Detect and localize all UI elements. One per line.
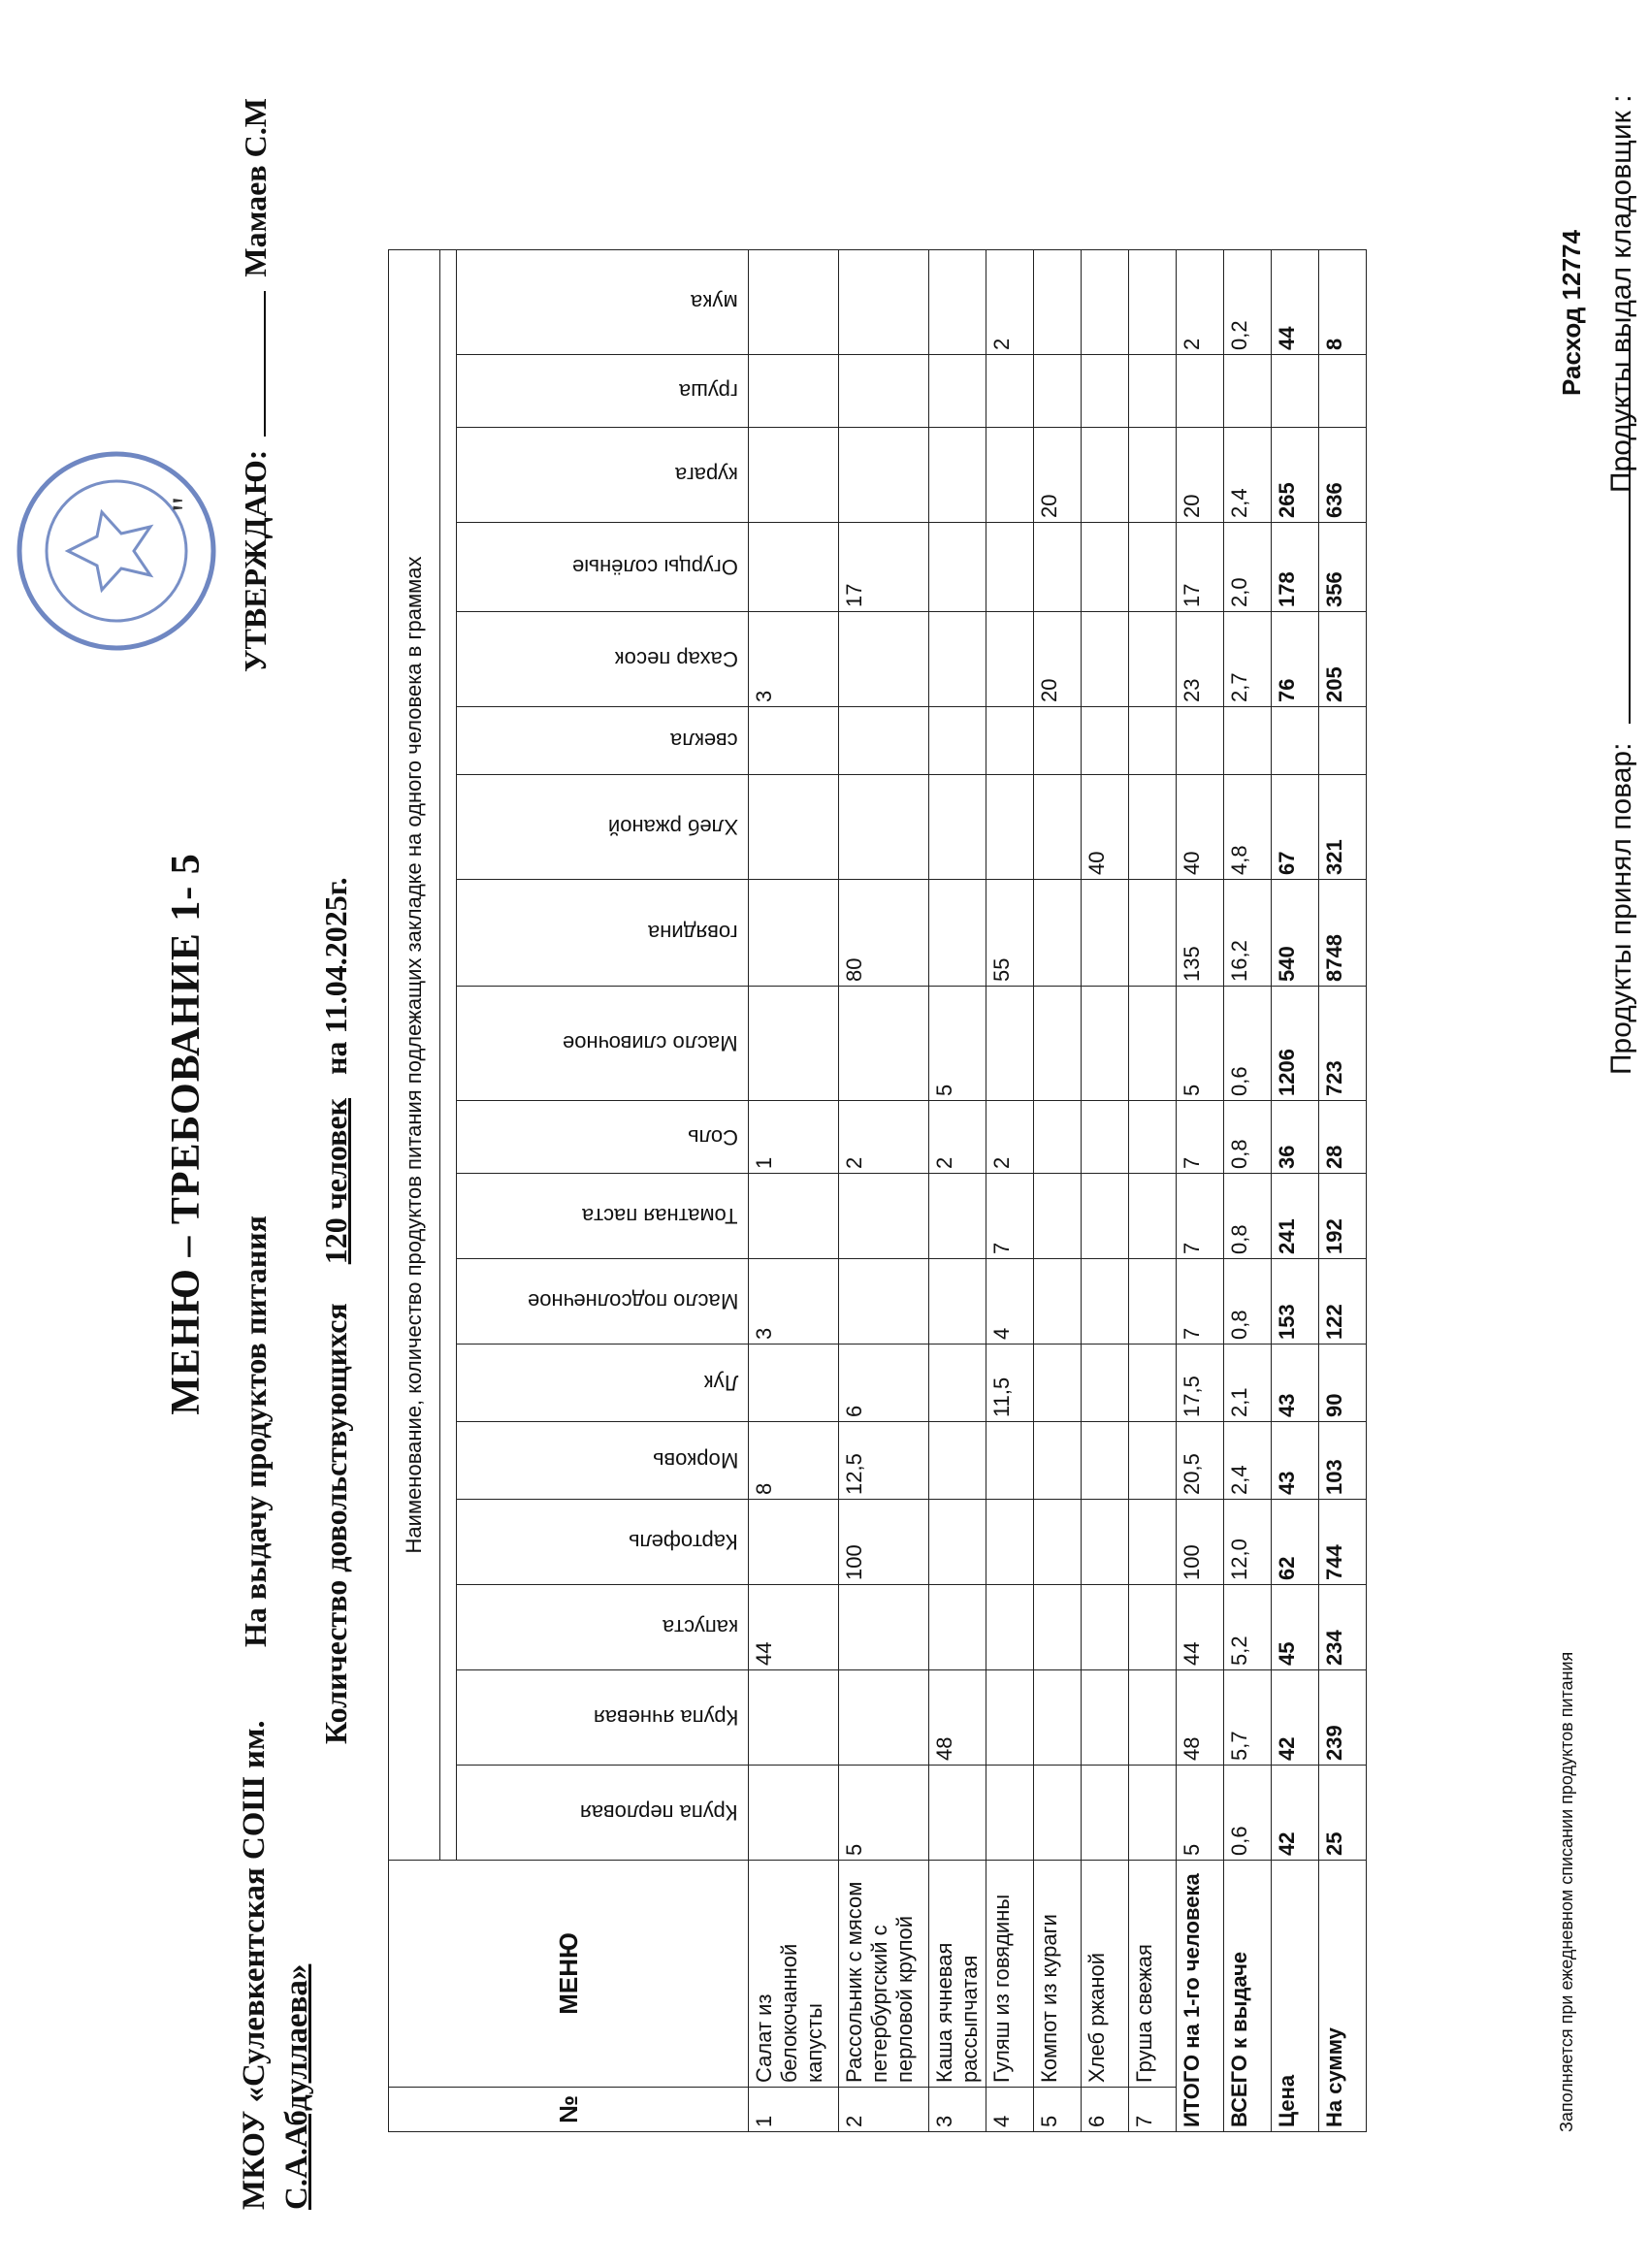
cell-value	[839, 428, 929, 523]
row-number: 3	[929, 2088, 986, 2132]
cell-value	[929, 1259, 986, 1345]
row-number: 7	[1129, 2088, 1177, 2132]
row-number: 4	[986, 2088, 1034, 2132]
summary-row	[1319, 250, 1367, 2132]
summary-value	[1177, 707, 1224, 775]
cell-value: 6	[839, 1345, 929, 1422]
cell-value	[839, 1259, 929, 1345]
summary-value: 192	[1319, 1174, 1367, 1259]
cell-value	[1034, 987, 1082, 1101]
row-number: 1	[749, 2088, 839, 2132]
product-header: Крупа ячневая	[457, 1670, 749, 1766]
signature-line	[264, 291, 266, 437]
summary-value: 40	[1177, 775, 1224, 880]
cell-value	[986, 1585, 1034, 1670]
cell-value	[1082, 1422, 1129, 1500]
summary-value: 2	[1177, 250, 1224, 355]
summary-value: 234	[1319, 1585, 1367, 1670]
summary-value: 0,8	[1224, 1259, 1272, 1345]
cell-value	[986, 355, 1034, 428]
summary-value: 723	[1319, 987, 1367, 1101]
cell-value	[929, 1345, 986, 1422]
summary-value: 17,5	[1177, 1345, 1224, 1422]
cell-value	[1082, 1101, 1129, 1174]
summary-value: 16,2	[1224, 880, 1272, 987]
cell-value	[1129, 775, 1177, 880]
product-header: Томатная паста	[457, 1174, 749, 1259]
summary-value: 178	[1272, 523, 1319, 612]
cell-value	[749, 1174, 839, 1259]
cell-value	[929, 707, 986, 775]
product-header: курага	[457, 428, 749, 523]
product-header: Масло подсолнечное	[457, 1259, 749, 1345]
footer-note: Заполняется при ежедневном списании продуктов питания	[1557, 1651, 1576, 2132]
cell-value	[1129, 707, 1177, 775]
summary-value	[1177, 355, 1224, 428]
cell-value	[1034, 775, 1082, 880]
table-row	[839, 250, 929, 2132]
summary-value: 42	[1272, 1766, 1319, 1861]
cell-value	[839, 707, 929, 775]
cell-value: 55	[986, 880, 1034, 987]
summary-value: 0,8	[1224, 1174, 1272, 1259]
cell-value: 80	[839, 880, 929, 987]
summary-label: ИТОГО на 1-го человека	[1177, 1861, 1224, 2132]
product-header-row	[457, 250, 749, 2132]
summary-value	[1224, 355, 1272, 428]
cell-value: 20	[1034, 428, 1082, 523]
cell-value: 3	[749, 612, 839, 707]
summary-value: 0,8	[1224, 1101, 1272, 1174]
summary-label: Цена	[1272, 1861, 1319, 2132]
dish-name: Рассольник с мясом петербургский с перловой крупой	[839, 1861, 929, 2088]
cell-value: 3	[749, 1259, 839, 1345]
product-header: капуста	[457, 1585, 749, 1670]
summary-value: 0,6	[1224, 1766, 1272, 1861]
product-header: Огурцы солёные	[457, 523, 749, 612]
summary-value: 76	[1272, 612, 1319, 707]
cell-value	[1082, 987, 1129, 1101]
summary-value: 20	[1177, 428, 1224, 523]
cell-value	[1082, 355, 1129, 428]
cell-value	[1129, 355, 1177, 428]
cell-value	[929, 1766, 986, 1861]
summary-value: 90	[1319, 1345, 1367, 1422]
cell-value	[1129, 1500, 1177, 1585]
summary-value: 636	[1319, 428, 1367, 523]
summary-value	[1224, 707, 1272, 775]
cell-value	[986, 1422, 1034, 1500]
summary-value: 265	[1272, 428, 1319, 523]
cell-value	[1082, 612, 1129, 707]
summary-value: 100	[1177, 1500, 1224, 1585]
cell-value	[749, 1670, 839, 1766]
summary-value: 744	[1319, 1500, 1367, 1585]
cell-value	[1034, 1259, 1082, 1345]
cell-value	[1034, 707, 1082, 775]
summary-value: 1206	[1272, 987, 1319, 1101]
table-row	[929, 250, 986, 2132]
summary-value: 2,4	[1224, 1422, 1272, 1500]
people-count: 120 человек	[318, 1097, 353, 1265]
summary-value: 62	[1272, 1500, 1319, 1585]
cell-value	[749, 1345, 839, 1422]
product-header: груша	[457, 355, 749, 428]
dish-name: Салат из белокочанной капусты	[749, 1861, 839, 2088]
cell-value	[1082, 1174, 1129, 1259]
approval-block	[238, 98, 274, 672]
product-header: Морковь	[457, 1422, 749, 1500]
product-header: Лук	[457, 1345, 749, 1422]
dish-name: Гуляш из говядины	[986, 1861, 1034, 2088]
summary-value: 0,6	[1224, 987, 1272, 1101]
summary-row	[1177, 250, 1224, 2132]
table-row	[749, 250, 839, 2132]
summary-value: 7	[1177, 1174, 1224, 1259]
cell-value	[1034, 523, 1082, 612]
cell-value: 44	[749, 1585, 839, 1670]
summary-value: 241	[1272, 1174, 1319, 1259]
dish-name: Компот из кураги	[1034, 1861, 1082, 2088]
storekeeper-signature: Продукты выдал кладовщик :	[1605, 94, 1637, 493]
summary-row	[1224, 250, 1272, 2132]
cell-value	[1034, 1670, 1082, 1766]
people-count-line: Количество довольствующихся 120 человек на 11.04.2025г.	[318, 877, 353, 1744]
summary-value: 7	[1177, 1259, 1224, 1345]
cell-value	[1082, 1500, 1129, 1585]
approver-name: Мамаев С.М	[238, 98, 273, 277]
cell-value	[1034, 880, 1082, 987]
summary-value: 356	[1319, 523, 1367, 612]
cell-value	[1129, 523, 1177, 612]
dish-name: Груша свежая	[1129, 1861, 1177, 2088]
cell-value	[1129, 1585, 1177, 1670]
cell-value	[986, 707, 1034, 775]
cell-value	[749, 523, 839, 612]
cell-value	[1129, 1101, 1177, 1174]
product-header: Крупа перловая	[457, 1766, 749, 1861]
cell-value	[1129, 1174, 1177, 1259]
cell-value	[1034, 1500, 1082, 1585]
cell-value	[929, 250, 986, 355]
summary-value: 5,2	[1224, 1585, 1272, 1670]
cell-value	[1129, 428, 1177, 523]
school-name: МКОУ «Сулевкентская СОШ им. С.А.Абдуллаева»	[237, 1720, 314, 2210]
cell-value	[986, 1766, 1034, 1861]
cell-value	[839, 1670, 929, 1766]
dish-name: Каша ячневая рассыпчатая	[929, 1861, 986, 2088]
cell-value: 12,5	[839, 1422, 929, 1500]
summary-value: 153	[1272, 1259, 1319, 1345]
cell-value	[1082, 1345, 1129, 1422]
menu-date: на 11.04.2025г.	[318, 877, 353, 1075]
cell-value	[986, 1500, 1034, 1585]
summary-value: 67	[1272, 775, 1319, 880]
cell-value	[986, 1670, 1034, 1766]
cell-value	[1082, 428, 1129, 523]
summary-value: 7	[1177, 1101, 1224, 1174]
summary-value: 43	[1272, 1422, 1319, 1500]
products-caption: Наименование, количество продуктов питания подлежащих закладке на одного человека в граммах	[389, 250, 440, 1861]
cell-value	[1129, 612, 1177, 707]
summary-value: 2,0	[1224, 523, 1272, 612]
summary-value: 2,7	[1224, 612, 1272, 707]
cell-value: 8	[749, 1422, 839, 1500]
summary-value: 25	[1319, 1766, 1367, 1861]
cell-value	[986, 523, 1034, 612]
cell-value: 17	[839, 523, 929, 612]
cell-value: 5	[929, 987, 986, 1101]
product-header: мука	[457, 250, 749, 355]
summary-value: 8	[1319, 250, 1367, 355]
cell-value	[986, 612, 1034, 707]
cell-value: 2	[929, 1101, 986, 1174]
summary-row	[1272, 250, 1319, 2132]
cell-value	[749, 880, 839, 987]
summary-value: 103	[1319, 1422, 1367, 1500]
cell-value	[749, 428, 839, 523]
summary-value: 44	[1272, 250, 1319, 355]
cell-value	[1082, 1585, 1129, 1670]
sign-mark: "	[164, 496, 208, 512]
cell-value	[1129, 880, 1177, 987]
cell-value	[929, 1174, 986, 1259]
cell-value	[749, 1500, 839, 1585]
summary-value: 2,1	[1224, 1345, 1272, 1422]
summary-value: 36	[1272, 1101, 1319, 1174]
cell-value	[1129, 1345, 1177, 1422]
cell-value	[1034, 1766, 1082, 1861]
cell-value	[929, 355, 986, 428]
cell-value	[1082, 707, 1129, 775]
menu-requirement-table	[388, 249, 1367, 2132]
summary-value: 5	[1177, 1766, 1224, 1861]
cell-value: 100	[839, 1500, 929, 1585]
cell-value	[749, 775, 839, 880]
cell-value: 48	[929, 1670, 986, 1766]
cell-value	[839, 1585, 929, 1670]
summary-value	[1319, 355, 1367, 428]
summary-value: 28	[1319, 1101, 1367, 1174]
cell-value	[1129, 987, 1177, 1101]
cell-value	[1082, 880, 1129, 987]
cell-value	[1034, 1585, 1082, 1670]
summary-value: 44	[1177, 1585, 1224, 1670]
summary-value: 239	[1319, 1670, 1367, 1766]
summary-value: 48	[1177, 1670, 1224, 1766]
summary-value: 12,0	[1224, 1500, 1272, 1585]
cell-value	[986, 987, 1034, 1101]
summary-value: 122	[1319, 1259, 1367, 1345]
table-row	[1129, 250, 1177, 2132]
cell-value: 2	[986, 1101, 1034, 1174]
summary-value: 5	[1177, 987, 1224, 1101]
cell-value: 2	[839, 1101, 929, 1174]
table-row	[1034, 250, 1082, 2132]
cell-value	[1129, 250, 1177, 355]
product-header: Сахар песок	[457, 612, 749, 707]
cell-value	[929, 428, 986, 523]
cell-value	[929, 612, 986, 707]
summary-value: 0,2	[1224, 250, 1272, 355]
cell-value	[1129, 1422, 1177, 1500]
cell-value	[929, 1500, 986, 1585]
summary-value: 45	[1272, 1585, 1319, 1670]
col-menu-header: МЕНЮ	[389, 1861, 749, 2088]
product-header: Картофель	[457, 1500, 749, 1585]
product-header: Соль	[457, 1101, 749, 1174]
summary-value: 8748	[1319, 880, 1367, 987]
cell-value	[1082, 1259, 1129, 1345]
product-header: говядина	[457, 880, 749, 987]
cell-value	[1034, 1101, 1082, 1174]
cell-value	[1034, 355, 1082, 428]
approve-label: УТВЕРЖДАЮ:	[238, 449, 273, 672]
summary-value: 42	[1272, 1670, 1319, 1766]
cell-value	[839, 1174, 929, 1259]
cell-value: 2	[986, 250, 1034, 355]
cell-value	[839, 250, 929, 355]
summary-value: 5,7	[1224, 1670, 1272, 1766]
cell-value	[929, 523, 986, 612]
cell-value	[749, 1766, 839, 1861]
cell-value	[839, 355, 929, 428]
cell-value	[929, 1585, 986, 1670]
summary-label: ВСЕГО к выдаче	[1224, 1861, 1272, 2132]
product-header: Масло сливочное	[457, 987, 749, 1101]
cell-value	[1034, 1174, 1082, 1259]
cell-value	[1082, 523, 1129, 612]
cell-value: 1	[749, 1101, 839, 1174]
row-number: 2	[839, 2088, 929, 2132]
summary-value: 321	[1319, 775, 1367, 880]
cell-value	[1129, 1670, 1177, 1766]
cell-value	[749, 707, 839, 775]
cell-value	[839, 612, 929, 707]
header-row	[389, 250, 440, 2132]
cell-value	[749, 355, 839, 428]
cell-value	[1034, 250, 1082, 355]
table-row	[986, 250, 1034, 2132]
cell-value	[1129, 1766, 1177, 1861]
cell-value	[1082, 250, 1129, 355]
cell-value	[1034, 1422, 1082, 1500]
table-row	[1082, 250, 1129, 2132]
summary-value: 540	[1272, 880, 1319, 987]
cell-value	[929, 880, 986, 987]
cell-value: 11,5	[986, 1345, 1034, 1422]
summary-label: На сумму	[1319, 1861, 1367, 2132]
cell-value: 20	[1034, 612, 1082, 707]
cell-value	[749, 987, 839, 1101]
cell-value	[1082, 1670, 1129, 1766]
cell-value	[1129, 1259, 1177, 1345]
cell-value	[1082, 1766, 1129, 1861]
cell-value: 4	[986, 1259, 1034, 1345]
cell-value	[839, 775, 929, 880]
summary-value: 4,8	[1224, 775, 1272, 880]
page-title: МЕНЮ – ТРЕБОВАНИЕ 1- 5	[164, 853, 209, 1415]
summary-value: 43	[1272, 1345, 1319, 1422]
row-number: 5	[1034, 2088, 1082, 2132]
cell-value	[749, 250, 839, 355]
summary-value: 205	[1319, 612, 1367, 707]
header-spacer-row	[440, 250, 457, 2132]
cell-value	[929, 775, 986, 880]
summary-value	[1272, 355, 1319, 428]
summary-value: 17	[1177, 523, 1224, 612]
summary-value: 135	[1177, 880, 1224, 987]
summary-value	[1319, 707, 1367, 775]
summary-value: 2,4	[1224, 428, 1272, 523]
cell-value: 40	[1082, 775, 1129, 880]
product-header: свекла	[457, 707, 749, 775]
cell-value: 7	[986, 1174, 1034, 1259]
summary-value: 20,5	[1177, 1422, 1224, 1500]
summary-value: 23	[1177, 612, 1224, 707]
cell-value	[839, 987, 929, 1101]
cell-value	[929, 1422, 986, 1500]
cook-signature: Продукты принял повар:	[1605, 326, 1638, 1075]
cell-value	[986, 428, 1034, 523]
issue-purpose: На выдачу продуктов питания	[238, 1215, 273, 1647]
cell-value	[986, 775, 1034, 880]
row-number: 6	[1082, 2088, 1129, 2132]
table-body	[389, 250, 1367, 2132]
cell-value: 5	[839, 1766, 929, 1861]
expense-total: Расход 12774	[1557, 230, 1586, 396]
col-number-header: №	[389, 2088, 749, 2132]
dish-name: Хлеб ржаной	[1082, 1861, 1129, 2088]
cell-value	[1034, 1345, 1082, 1422]
product-header: Хлеб ржаной	[457, 775, 749, 880]
summary-value	[1272, 707, 1319, 775]
